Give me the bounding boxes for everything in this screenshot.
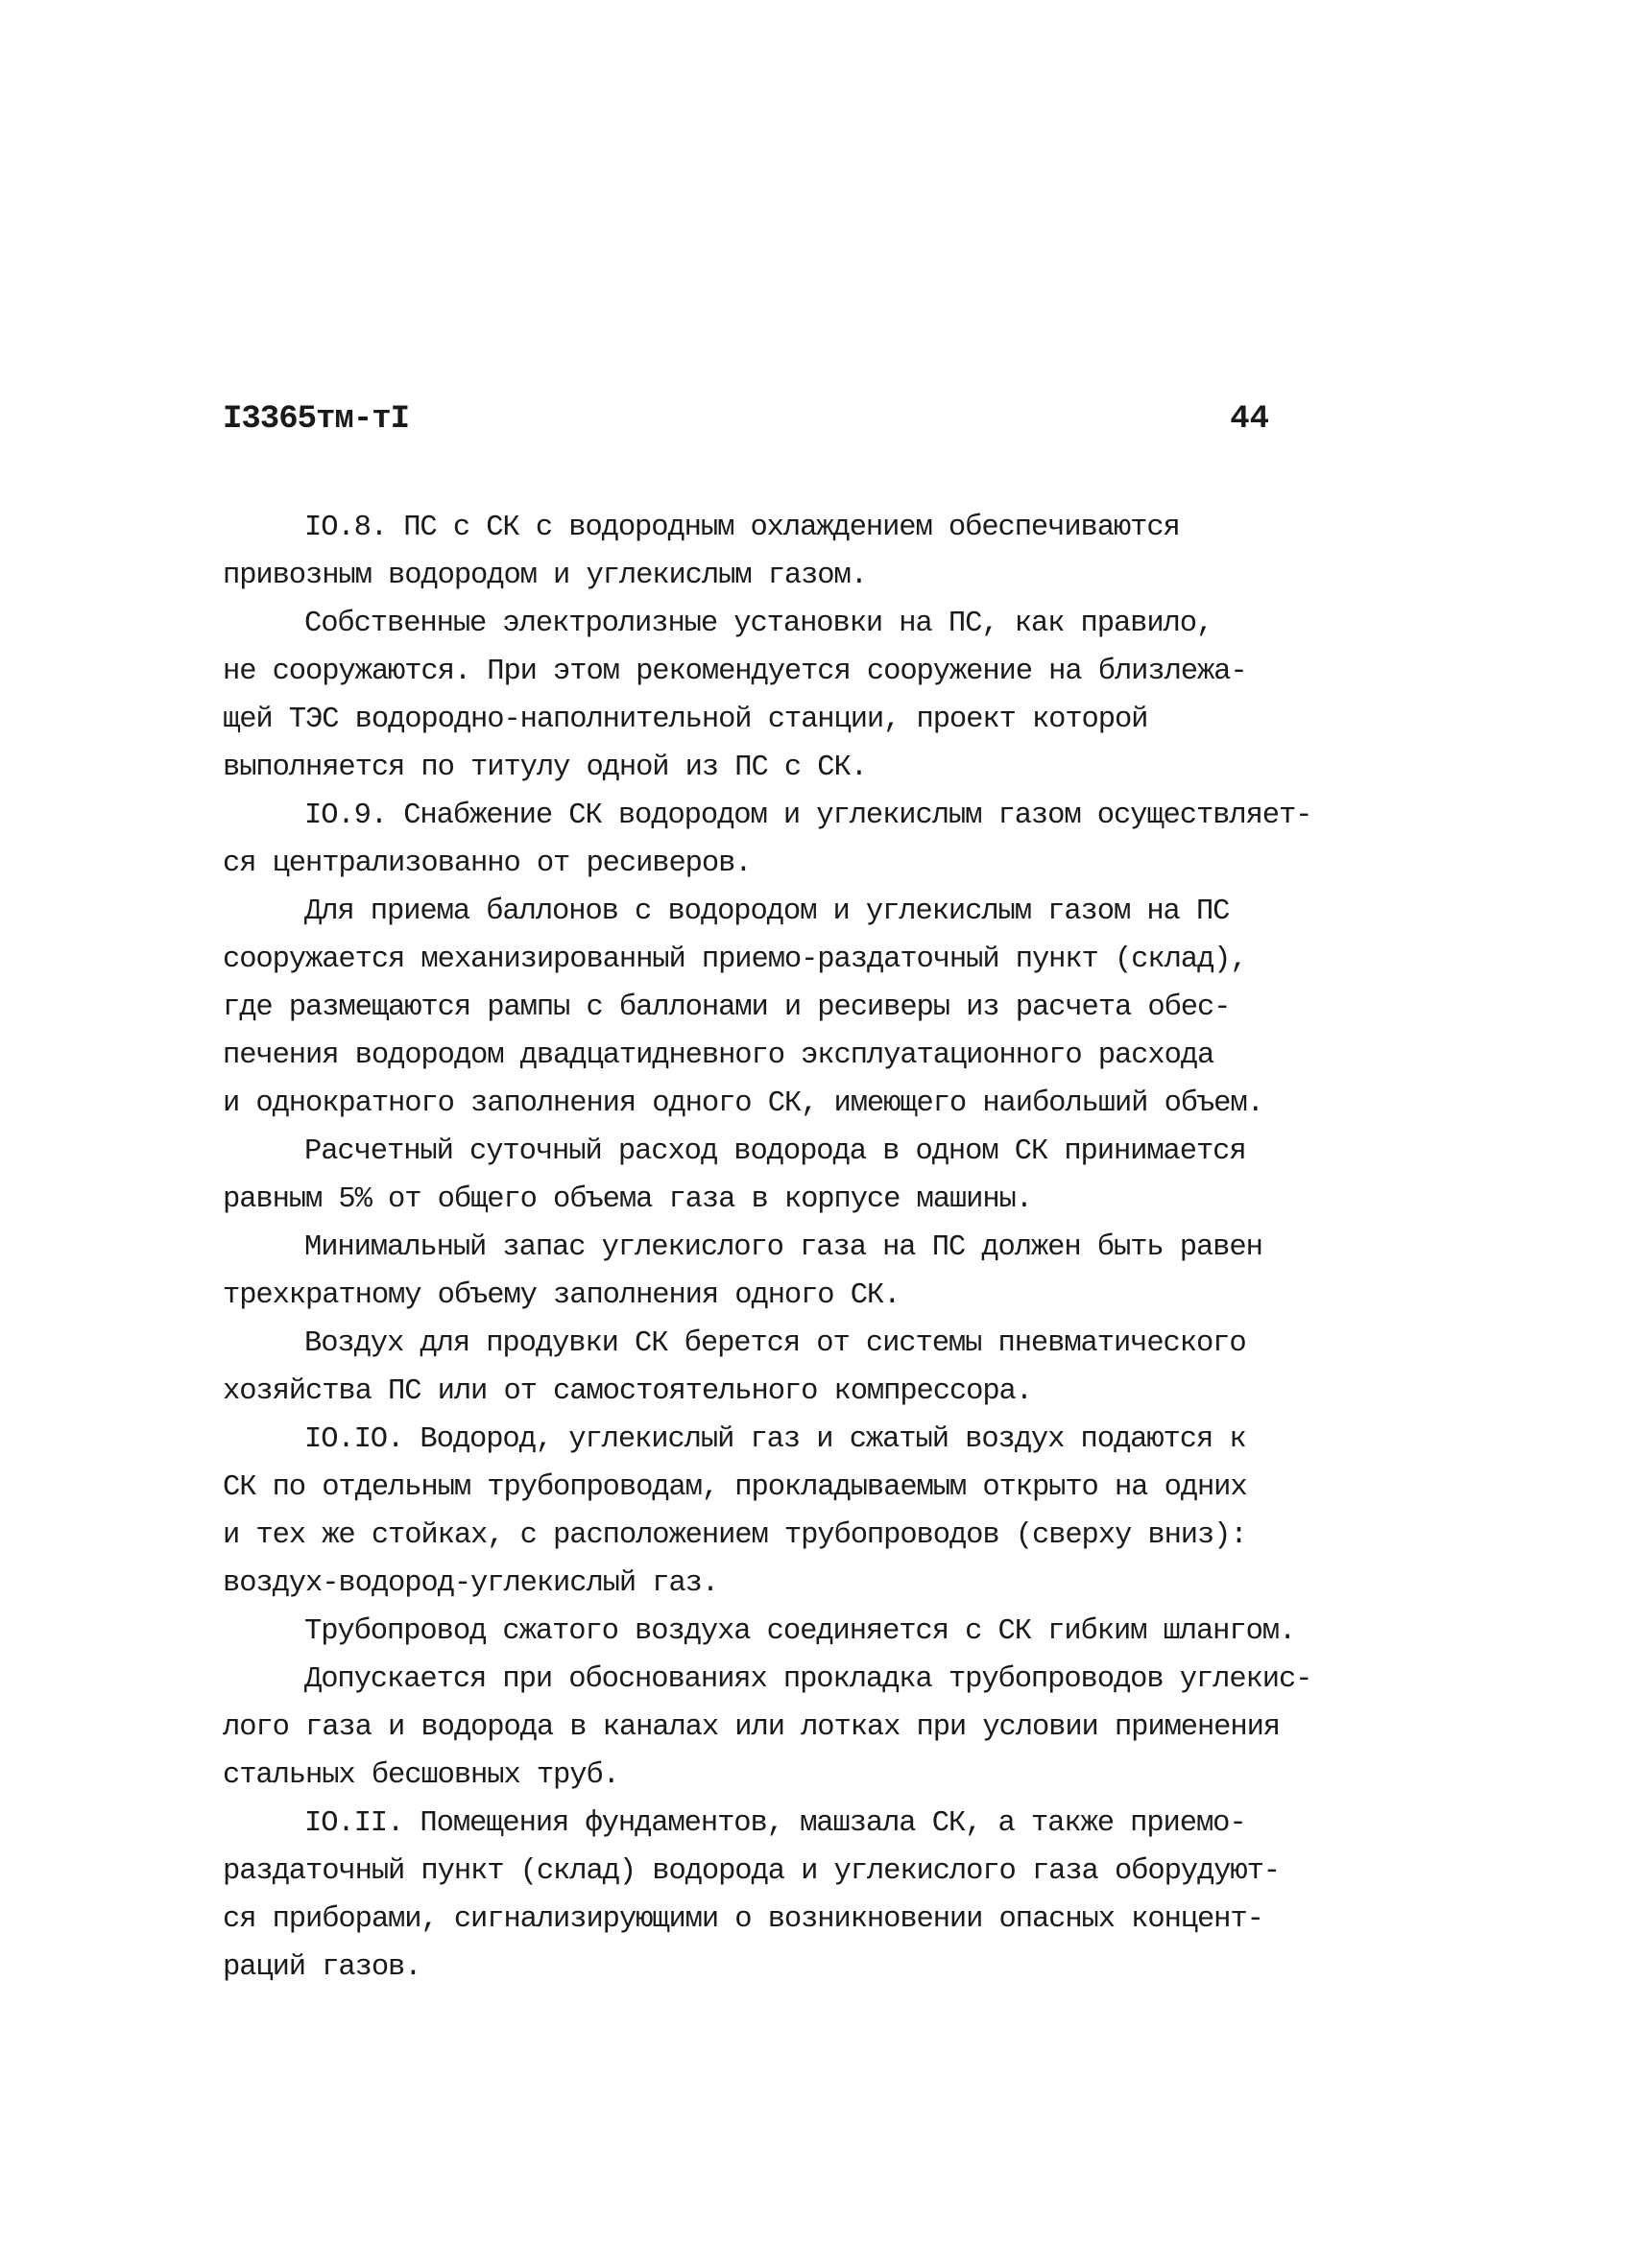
text-line: хозяйства ПС или от самостоятельного компрессора. bbox=[223, 1375, 1032, 1408]
text-line: щей ТЭС водородно-наполнительной станции, проект которой bbox=[223, 704, 1148, 736]
text-line: и тех же стойках, с расположением трубопроводов (сверху вниз): bbox=[223, 1519, 1247, 1552]
text-line: где размещаются рампы с баллонами и ресиверы из расчета обес- bbox=[223, 991, 1231, 1024]
page-header bbox=[223, 401, 1269, 440]
text-line: ся приборами, сигнализирующими о возникновении опасных концент- bbox=[223, 1903, 1263, 1936]
text-line: печения водородом двадцатидневного эксплуатационного расхода bbox=[223, 1039, 1214, 1072]
text-line: выполняется по титулу одной из ПС с СК. bbox=[223, 752, 867, 784]
document-code: I3365тм-тI bbox=[223, 401, 410, 438]
body-text bbox=[223, 504, 1461, 1992]
text-line: сооружается механизированный приемо-раздаточный пункт (склад), bbox=[223, 943, 1247, 976]
text-line: Трубопровод сжатого воздуха соединяется с СК гибким шлангом. bbox=[304, 1615, 1296, 1648]
text-line: равным 5% от общего объема газа в корпусе машины. bbox=[223, 1183, 1032, 1216]
text-line: стальных бесшовных труб. bbox=[223, 1759, 619, 1792]
text-line: трехкратному объему заполнения одного СК. bbox=[223, 1279, 901, 1312]
text-line: Собственные электролизные установки на ПС, как правило, bbox=[304, 608, 1213, 640]
text-line: не сооружаются. При этом рекомендуется сооружение на близлежа- bbox=[223, 656, 1247, 688]
text-line: привозным водородом и углекислым газом. bbox=[223, 560, 867, 592]
text-line: СК по отдельным трубопроводам, прокладываемым открыто на одних bbox=[223, 1471, 1247, 1504]
text-line: лого газа и водорода в каналах или лотках при условии применения bbox=[223, 1711, 1280, 1744]
page-number: 44 bbox=[1230, 401, 1269, 438]
text-line: Для приема баллонов с водородом и углекислым газом на ПС bbox=[304, 895, 1230, 928]
text-line: IO.II. Помещения фундаментов, машзала СК, а также приемо- bbox=[304, 1807, 1246, 1840]
text-line: раздаточный пункт (склад) водорода и углекислого газа оборудуют- bbox=[223, 1855, 1280, 1888]
text-line: ся централизованно от ресиверов. bbox=[223, 848, 752, 880]
text-line: Минимальный запас углекислого газа на ПС должен быть равен bbox=[304, 1231, 1262, 1264]
text-line: и однократного заполнения одного СК, имеющего наибольший объем. bbox=[223, 1087, 1263, 1120]
text-line: IO.8. ПС с СК с водородным охлаждением обеспечиваются bbox=[304, 512, 1180, 544]
text-line: IO.IO. Водород, углекислый газ и сжатый воздух подаются к bbox=[304, 1423, 1246, 1456]
text-line: Допускается при обоснованиях прокладка трубопроводов углекис- bbox=[304, 1663, 1312, 1696]
text-line: Воздух для продувки СК берется от системы пневматического bbox=[304, 1327, 1246, 1360]
text-line: Расчетный суточный расход водорода в одном СК принимается bbox=[304, 1135, 1246, 1168]
text-line: раций газов. bbox=[223, 1951, 421, 1984]
text-line: воздух-водород-углекислый газ. bbox=[223, 1567, 719, 1600]
text-line: IO.9. Снабжение СК водородом и углекислым газом осуществляет- bbox=[304, 800, 1312, 832]
